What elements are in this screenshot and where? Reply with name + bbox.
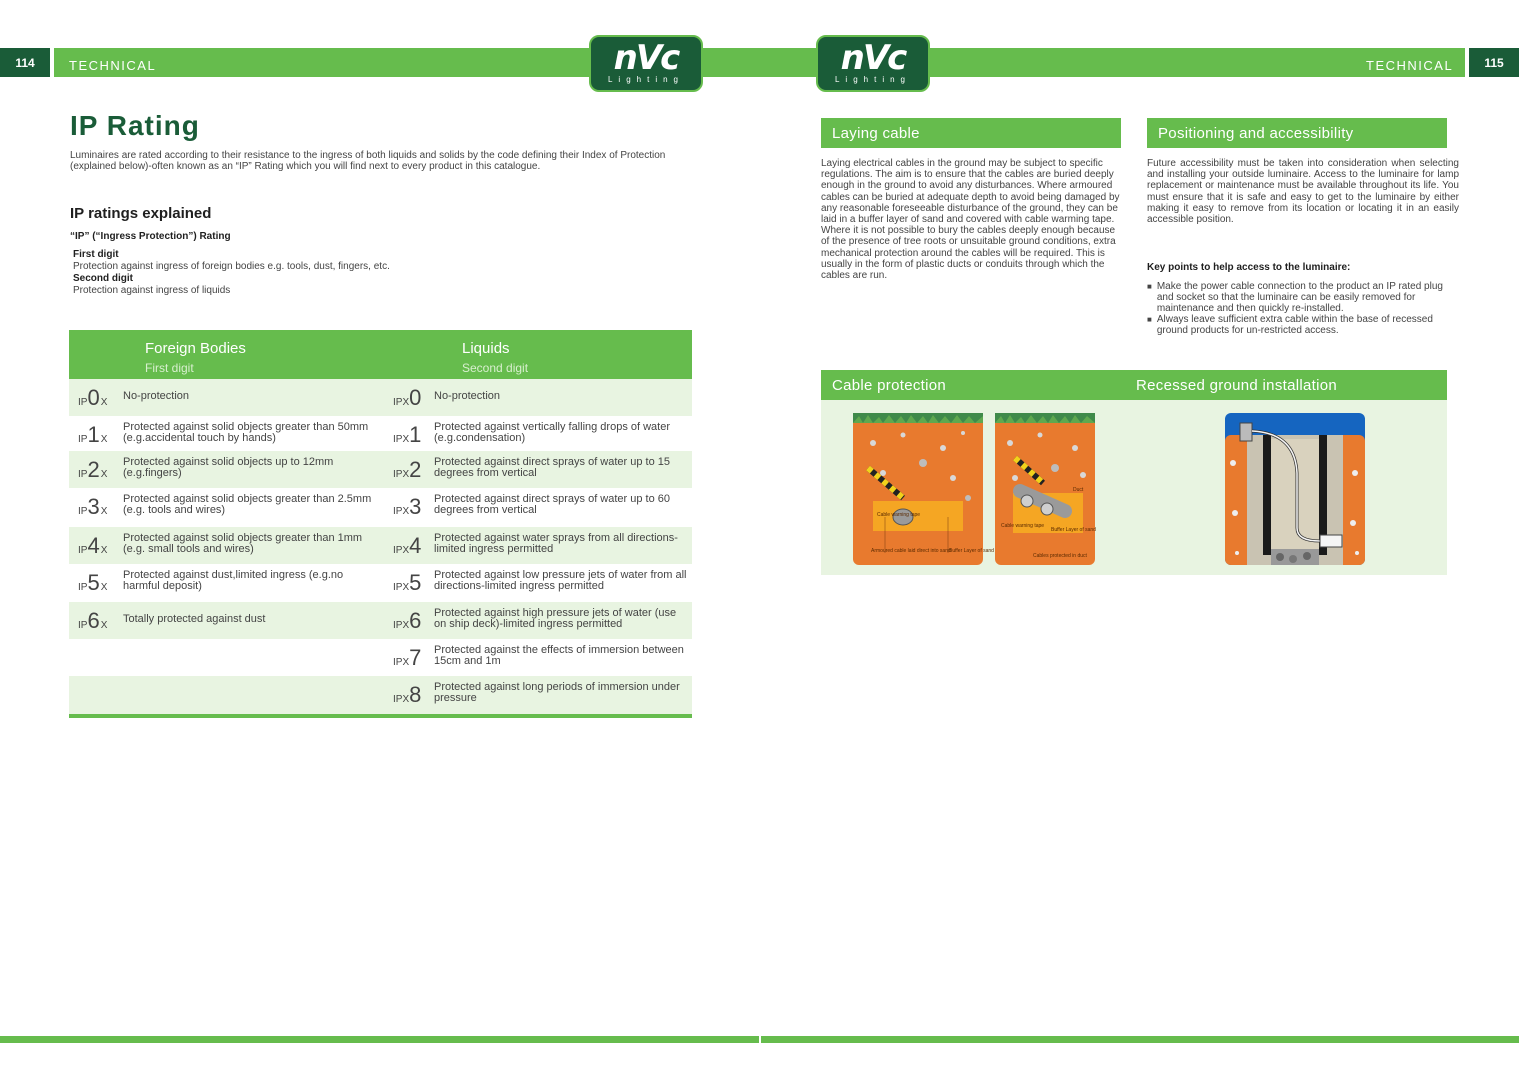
liquid-code <box>393 459 421 481</box>
second-digit-text: Protection against ingress of liquids <box>73 285 231 296</box>
code-digit: 5 <box>87 570 100 595</box>
recessed-installation-title: Recessed ground installation <box>1136 376 1338 394</box>
code-prefix: IP <box>78 397 88 408</box>
code-prefix: IPX <box>393 694 410 705</box>
list-item: ■ Always leave sufficient extra cable within the base of recessed ground products for un-restricted access. <box>1147 314 1447 336</box>
bullet-text: Make the power cable connection to the product an IP rated plug and socket so that the luminaire can be easily removed for maintenance and then quickly re-installed. <box>1156 281 1443 314</box>
code-prefix: IP <box>78 620 88 631</box>
code-prefix: IPX <box>393 620 410 631</box>
section-label-right: TECHNICAL <box>1366 58 1454 73</box>
code-digit: 2 <box>409 457 422 482</box>
code-digit: 6 <box>409 608 422 633</box>
table-row <box>69 676 692 714</box>
table-row <box>69 379 692 416</box>
code-prefix: IP <box>78 506 88 517</box>
page-number-right: 115 <box>1469 48 1519 77</box>
liquid-description: Protected against the effects of immersion between 15cm and 1m <box>434 644 684 667</box>
foreign-body-description: Protected against solid objects greater than 2.5mm (e.g. tools and wires) <box>123 493 372 516</box>
rating-label: “IP” (“Ingress Protection”) Rating <box>70 231 231 242</box>
table-header <box>69 330 692 379</box>
table-row <box>69 451 692 488</box>
diagram-label: Armoured cable laid direct into sand <box>871 548 951 554</box>
liquid-code <box>393 496 421 518</box>
col-liquids-title: Liquids <box>462 340 510 357</box>
first-digit-label: First digit <box>73 249 119 260</box>
diagram-label: Cable warning tape <box>1001 523 1045 529</box>
list-item: ■ Make the power cable connection to the product an IP rated plug and socket so that the luminaire can be easily removed for maintenance and then quickly re-installed. <box>1147 281 1447 314</box>
foreign-body-description: Protected against solid objects greater than 50mm (e.g.accidental touch by hands) <box>123 421 369 444</box>
diagrams-header <box>821 370 1447 400</box>
col-liquids-sub: Second digit <box>462 361 529 375</box>
first-digit-text: Protection against ingress of foreign bodies e.g. tools, dust, fingers, etc. <box>73 261 390 272</box>
code-prefix: IPX <box>393 545 410 556</box>
code-suffix: X <box>100 620 108 631</box>
code-prefix: IPX <box>393 469 410 480</box>
foreign-body-code <box>78 496 107 518</box>
table-row <box>69 416 692 451</box>
code-digit: 6 <box>87 608 100 633</box>
foreign-body-code <box>78 610 107 632</box>
col-foreign-bodies-title: Foreign Bodies <box>145 340 246 357</box>
footer-line-left <box>0 1036 759 1043</box>
foreign-body-code <box>78 459 107 481</box>
foreign-body-code <box>78 572 107 594</box>
nvc-logo-right <box>816 35 930 92</box>
diagram-label: Cable warning tape <box>877 512 921 518</box>
code-prefix: IPX <box>393 506 410 517</box>
liquid-description: Protected against direct sprays of water up to 15 degrees from vertical <box>434 456 671 479</box>
code-digit: 4 <box>409 533 422 558</box>
code-suffix: X <box>100 582 108 593</box>
liquid-description: Protected against vertically falling drops of water (e.g.condensation) <box>434 421 671 444</box>
diagram-label: Cables protected in duct <box>1033 553 1087 559</box>
code-suffix: X <box>100 469 108 480</box>
recessed-installation-diagram <box>1225 413 1365 565</box>
code-prefix: IP <box>78 434 88 445</box>
code-digit: 2 <box>87 457 100 482</box>
code-digit: 3 <box>87 494 100 519</box>
diagram-label: Buffer Layer of sand <box>949 548 994 554</box>
liquid-code <box>393 647 421 669</box>
code-prefix: IP <box>78 545 88 556</box>
foreign-body-description: No-protection <box>123 390 190 402</box>
code-prefix: IPX <box>393 657 410 668</box>
ip-ratings-heading: IP ratings explained <box>70 205 212 222</box>
liquid-description: No-protection <box>434 390 501 402</box>
liquid-description: Protected against low pressure jets of water from all directions-limited ingress permitted <box>434 569 687 592</box>
code-digit: 5 <box>409 570 422 595</box>
intro-paragraph: Luminaires are rated according to their resistance to the ingress of both liquids and solids by the code defining their Index of Protection (explained below)-often known as an “IP” Rating which you will find next to every product in this catalogue. <box>70 150 666 172</box>
code-digit: 4 <box>87 533 100 558</box>
logo-sub: Lighting <box>607 75 685 84</box>
code-digit: 1 <box>87 422 100 447</box>
code-suffix: X <box>100 506 108 517</box>
code-digit: 0 <box>87 385 100 410</box>
cable-in-duct-diagram <box>995 413 1095 565</box>
code-suffix: X <box>100 397 108 408</box>
col-foreign-bodies-sub: First digit <box>145 361 194 375</box>
foreign-body-code <box>78 535 107 557</box>
table-row <box>69 564 692 602</box>
code-digit: 0 <box>409 385 422 410</box>
code-digit: 8 <box>409 682 422 707</box>
liquid-description: Protected against long periods of immersion under pressure <box>434 681 680 704</box>
diagram-label: Duct <box>1073 487 1084 493</box>
nvc-logo-left <box>589 35 703 92</box>
logo-mark: nVc <box>840 38 906 78</box>
ip-rating-table <box>69 330 692 718</box>
code-prefix: IP <box>78 582 88 593</box>
second-digit-label: Second digit <box>73 273 133 284</box>
key-points-title: Key points to help access to the luminaire: <box>1147 262 1351 273</box>
liquid-code <box>393 387 421 409</box>
laying-cable-text: Laying electrical cables in the ground may be subject to specific regulations. The aim is to ensure that the cables are buried deeply enough in the ground to avoid any disturbances. Where armoured cables can be buried at adequate depth to avoid being damaged by any reasonable foreseeable disturbance of the ground, they can be laid in a buffer layer of sand and covered with cable warming tape. Where it is not possible to bury the cables deeply enough because of the presence of tree roots or unsuitable ground conditions, extra mechanical protection around the cables will be required. This is usually in the form of plastic ducts or conduits through which the cables are run. <box>821 158 1120 282</box>
liquid-code <box>393 610 421 632</box>
page-number-left: 114 <box>0 48 50 77</box>
diagram-label: Buffer Layer of sand <box>1051 527 1096 533</box>
code-prefix: IP <box>78 469 88 480</box>
code-suffix: X <box>100 434 108 445</box>
cable-protection-title: Cable protection <box>832 376 947 394</box>
table-footer-line <box>69 714 692 718</box>
code-digit: 3 <box>409 494 422 519</box>
code-prefix: IPX <box>393 434 410 445</box>
code-suffix: X <box>100 545 108 556</box>
foreign-body-description: Totally protected against dust <box>123 613 266 625</box>
code-digit: 1 <box>409 422 422 447</box>
bullet-text: Always leave sufficient extra cable within the base of recessed ground products for un-restricted access. <box>1156 314 1433 336</box>
code-prefix: IPX <box>393 397 410 408</box>
footer-line-right <box>761 1036 1519 1043</box>
logo-sub: Lighting <box>834 75 912 84</box>
positioning-title: Positioning and accessibility <box>1147 118 1447 148</box>
laying-cable-title: Laying cable <box>821 118 1121 148</box>
liquid-description: Protected against high pressure jets of water (use on ship deck)-limited ingress permitted <box>434 607 677 630</box>
cable-in-sand-diagram <box>853 413 994 565</box>
code-prefix: IPX <box>393 582 410 593</box>
section-label-left: TECHNICAL <box>69 58 157 73</box>
foreign-body-description: Protected against dust,limited ingress (e.g.no harmful deposit) <box>123 569 344 592</box>
liquid-code <box>393 572 421 594</box>
liquid-code <box>393 424 421 446</box>
logo-mark: nVc <box>613 38 679 78</box>
table-row <box>69 488 692 527</box>
liquid-code <box>393 684 421 706</box>
positioning-text: Future accessibility must be taken into consideration when selecting and installing your outside luminaire. Access to the luminaire for lamp replacement or maintenance must be available throughout its life. You must ensure that it is safe and easy to get to the luminaire by either making it easy to remove from its location or locating it in an easily accessible position. <box>1147 158 1459 226</box>
foreign-body-description: Protected against solid objects greater than 1mm (e.g. small tools and wires) <box>123 532 363 555</box>
table-body <box>69 379 692 714</box>
foreign-body-code <box>78 424 107 446</box>
foreign-body-code <box>78 387 107 409</box>
page-title: IP Rating <box>70 110 200 141</box>
key-points-list <box>1147 281 1447 336</box>
table-row <box>69 527 692 564</box>
liquid-code <box>393 535 421 557</box>
liquid-description: Protected against direct sprays of water up to 60 degrees from vertical <box>434 493 671 516</box>
foreign-body-description: Protected against solid objects up to 12mm (e.g.fingers) <box>123 456 334 479</box>
code-digit: 7 <box>409 645 422 670</box>
table-row <box>69 602 692 639</box>
table-row <box>69 639 692 676</box>
liquid-description: Protected against water sprays from all directions-limited ingress permitted <box>434 532 678 555</box>
